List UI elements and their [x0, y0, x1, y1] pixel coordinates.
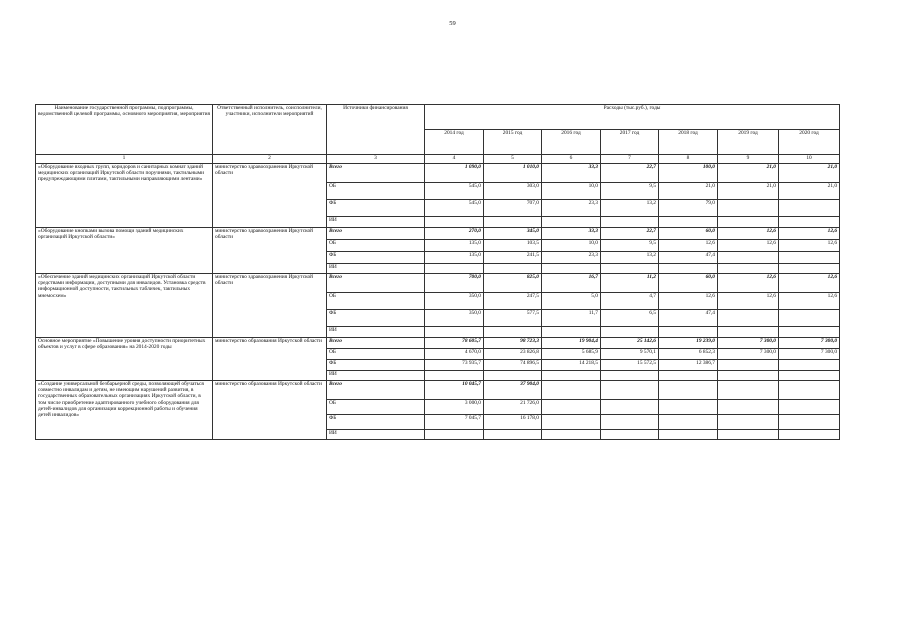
expense-value-cell: [601, 415, 659, 430]
expense-value-cell: [718, 264, 779, 274]
financing-table: [35, 104, 840, 440]
expense-value-cell: 345,0: [484, 228, 542, 240]
expense-value-cell: [659, 430, 718, 440]
expense-value-cell: [542, 327, 601, 338]
expense-value-cell: 10 045,7: [425, 381, 484, 400]
table-row: [36, 338, 840, 349]
expense-value-cell: 60,0: [659, 228, 718, 240]
column-number: 8: [659, 155, 718, 164]
program-name-cell: «Обеспечение зданий медицинских организаций Иркутской области средствами информации, доступными для инвалидов. Установка средств информационной доступности, тактильных табличек, тактильных мнемосхем»: [36, 274, 213, 338]
expense-value-cell: 11,2: [601, 274, 659, 293]
expense-value-cell: 22,7: [601, 164, 659, 183]
expense-value-cell: 7 300,0: [718, 349, 779, 360]
header-executor: Ответственный исполнитель, соисполнители, участники, исполнители мероприятий: [213, 105, 327, 155]
column-number: 5: [484, 155, 542, 164]
expense-value-cell: 9,5: [601, 240, 659, 252]
funding-source-cell: ФБ: [327, 415, 425, 430]
expense-value-cell: [659, 415, 718, 430]
expense-value-cell: 25 142,6: [601, 338, 659, 349]
expense-value-cell: 7 300,0: [779, 338, 840, 349]
header-source: Источники финансирования: [327, 105, 425, 155]
expense-value-cell: [542, 371, 601, 381]
expense-value-cell: [601, 217, 659, 228]
expense-value-cell: 7 045,7: [425, 415, 484, 430]
expense-value-cell: [425, 327, 484, 338]
expense-value-cell: 21,0: [718, 183, 779, 200]
expense-value-cell: 241,5: [484, 252, 542, 264]
expense-value-cell: 1 090,0: [425, 164, 484, 183]
expense-value-cell: 47,4: [659, 252, 718, 264]
expense-value-cell: [542, 415, 601, 430]
funding-source-cell: ОБ: [327, 349, 425, 360]
expense-value-cell: 577,5: [484, 310, 542, 327]
expense-value-cell: 270,0: [425, 228, 484, 240]
column-number: 3: [327, 155, 425, 164]
program-name-cell: «Оборудование входных групп, коридоров и санитарных комнат зданий медицинских организаций Иркутской области поручнями, тактильными предупреждающими плитами, тактильными направляющими лентами»: [36, 164, 213, 228]
expense-value-cell: [659, 327, 718, 338]
executor-cell: министерство здравоохранения Иркутской области: [213, 274, 327, 338]
expense-value-cell: 135,0: [425, 240, 484, 252]
expense-value-cell: 12,6: [779, 293, 840, 310]
header-program-name: Наименование государственной программы, подпрограммы, ведомственной целевой программы, основного мероприятия, мероприятия: [36, 105, 213, 155]
expense-value-cell: 33,3: [542, 164, 601, 183]
expense-value-cell: [779, 217, 840, 228]
expense-value-cell: 3 000,0: [425, 400, 484, 415]
expense-value-cell: [718, 327, 779, 338]
expense-value-cell: [659, 371, 718, 381]
expense-value-cell: 7 300,0: [718, 338, 779, 349]
expense-value-cell: 7 300,0: [779, 349, 840, 360]
expense-value-cell: 6,5: [601, 310, 659, 327]
expense-value-cell: 74 896,5: [484, 360, 542, 371]
expense-value-cell: 12,6: [718, 274, 779, 293]
expense-value-cell: [484, 217, 542, 228]
funding-source-cell: Всего: [327, 338, 425, 349]
header-year: 2017 год: [601, 130, 659, 155]
expense-value-cell: 13,2: [601, 252, 659, 264]
table-row: [36, 274, 840, 293]
expense-value-cell: [659, 400, 718, 415]
header-expenses: Расходы (тыс.руб.), годы: [425, 105, 840, 130]
funding-source-cell: ИИ: [327, 327, 425, 338]
expense-value-cell: 73 935,7: [425, 360, 484, 371]
expense-value-cell: 4 670,0: [425, 349, 484, 360]
expense-value-cell: 12,6: [779, 274, 840, 293]
table-row: [36, 164, 840, 183]
expense-value-cell: 12,6: [659, 240, 718, 252]
expense-value-cell: 15 572,5: [601, 360, 659, 371]
expense-value-cell: 12,6: [779, 240, 840, 252]
expense-value-cell: 10,0: [542, 240, 601, 252]
expense-value-cell: [718, 252, 779, 264]
executor-cell: министерство здравоохранения Иркутской области: [213, 228, 327, 274]
expense-value-cell: 16,7: [542, 274, 601, 293]
column-number: 7: [601, 155, 659, 164]
header-year: 2016 год: [542, 130, 601, 155]
funding-source-cell: Всего: [327, 164, 425, 183]
funding-source-cell: ОБ: [327, 183, 425, 200]
expense-value-cell: 103,5: [484, 240, 542, 252]
expense-value-cell: 11,7: [542, 310, 601, 327]
expense-value-cell: [601, 371, 659, 381]
expense-value-cell: 23,3: [542, 252, 601, 264]
expense-value-cell: [484, 327, 542, 338]
expense-value-cell: 545,0: [425, 183, 484, 200]
expense-value-cell: [659, 381, 718, 400]
expense-value-cell: 707,0: [484, 200, 542, 217]
header-year: 2015 год: [484, 130, 542, 155]
expense-value-cell: 21 726,0: [484, 400, 542, 415]
expense-value-cell: [779, 200, 840, 217]
column-number: 10: [779, 155, 840, 164]
expense-value-cell: [601, 430, 659, 440]
expense-value-cell: 700,0: [425, 274, 484, 293]
expense-value-cell: 98 723,3: [484, 338, 542, 349]
expense-value-cell: [779, 264, 840, 274]
header-year: 2014 год: [425, 130, 484, 155]
executor-cell: министерство здравоохранения Иркутской области: [213, 164, 327, 228]
expense-value-cell: [542, 264, 601, 274]
funding-source-cell: Всего: [327, 228, 425, 240]
table-row: [36, 228, 840, 240]
expense-value-cell: [718, 430, 779, 440]
expense-value-cell: 12,6: [659, 293, 718, 310]
expense-value-cell: 350,0: [425, 293, 484, 310]
expense-value-cell: [779, 381, 840, 400]
expense-value-cell: [718, 310, 779, 327]
funding-source-cell: ОБ: [327, 293, 425, 310]
column-number: 2: [213, 155, 327, 164]
expense-value-cell: 79,0: [659, 200, 718, 217]
expense-value-cell: [779, 400, 840, 415]
funding-source-cell: Всего: [327, 274, 425, 293]
expense-value-cell: [542, 430, 601, 440]
expense-value-cell: [601, 381, 659, 400]
expense-value-cell: [425, 264, 484, 274]
expense-value-cell: 21,0: [718, 164, 779, 183]
column-number: 9: [718, 155, 779, 164]
funding-source-cell: ИИ: [327, 264, 425, 274]
expense-value-cell: [601, 400, 659, 415]
expense-value-cell: 37 904,0: [484, 381, 542, 400]
expense-value-cell: 247,5: [484, 293, 542, 310]
expense-value-cell: 5 685,9: [542, 349, 601, 360]
expense-value-cell: 12,6: [718, 240, 779, 252]
expense-value-cell: [779, 252, 840, 264]
expense-value-cell: 16 178,0: [484, 415, 542, 430]
header-year: 2018 год: [659, 130, 718, 155]
expense-value-cell: [425, 217, 484, 228]
expense-value-cell: 14 218,5: [542, 360, 601, 371]
expense-value-cell: [779, 327, 840, 338]
expense-value-cell: [659, 264, 718, 274]
expense-value-cell: 10,0: [542, 183, 601, 200]
column-number: 6: [542, 155, 601, 164]
expense-value-cell: [779, 371, 840, 381]
expense-value-cell: 135,0: [425, 252, 484, 264]
expense-value-cell: 12,6: [718, 228, 779, 240]
executor-cell: министерство образования Иркутской области: [213, 338, 327, 381]
expense-value-cell: [425, 371, 484, 381]
column-number: 1: [36, 155, 213, 164]
funding-source-cell: ФБ: [327, 360, 425, 371]
expense-value-cell: 21,0: [779, 164, 840, 183]
funding-source-cell: ИИ: [327, 217, 425, 228]
expense-value-cell: [718, 400, 779, 415]
funding-source-cell: ИИ: [327, 371, 425, 381]
expense-value-cell: 303,0: [484, 183, 542, 200]
expense-value-cell: [718, 415, 779, 430]
expense-value-cell: 21,0: [779, 183, 840, 200]
expense-value-cell: 47,4: [659, 310, 718, 327]
table-row: [36, 381, 840, 400]
expense-value-cell: [542, 400, 601, 415]
header-year: 2019 год: [718, 130, 779, 155]
expense-value-cell: [659, 217, 718, 228]
funding-source-cell: ОБ: [327, 240, 425, 252]
expense-value-cell: 4,7: [601, 293, 659, 310]
expense-value-cell: 9,5: [601, 183, 659, 200]
header-year: 2020 год: [779, 130, 840, 155]
expense-value-cell: 60,0: [659, 274, 718, 293]
expense-value-cell: 21,0: [659, 183, 718, 200]
program-name-cell: «Оборудование кнопками вызова помощи зданий медицинских организаций Иркутской области»: [36, 228, 213, 274]
expense-value-cell: [718, 381, 779, 400]
column-number: 4: [425, 155, 484, 164]
expense-value-cell: 545,0: [425, 200, 484, 217]
expense-value-cell: [601, 327, 659, 338]
expense-value-cell: [425, 430, 484, 440]
expense-value-cell: 22,7: [601, 228, 659, 240]
expense-value-cell: [542, 217, 601, 228]
expense-value-cell: [779, 415, 840, 430]
expense-value-cell: 12,6: [779, 228, 840, 240]
funding-source-cell: Всего: [327, 381, 425, 400]
expense-value-cell: [779, 430, 840, 440]
expense-value-cell: 100,0: [659, 164, 718, 183]
expense-value-cell: [542, 381, 601, 400]
expense-value-cell: [484, 430, 542, 440]
expense-value-cell: 23,3: [542, 200, 601, 217]
funding-source-cell: ФБ: [327, 252, 425, 264]
expense-value-cell: 350,0: [425, 310, 484, 327]
expense-value-cell: 19 239,0: [659, 338, 718, 349]
expense-value-cell: 5,0: [542, 293, 601, 310]
executor-cell: министерство образования Иркутской области: [213, 381, 327, 440]
funding-source-cell: ИИ: [327, 430, 425, 440]
expense-value-cell: 13,2: [601, 200, 659, 217]
page-number: 59: [449, 20, 456, 27]
expense-value-cell: [484, 264, 542, 274]
program-name-cell: Основное мероприятие «Повышение уровня доступности приоритетных объектов и услуг в сфере образования» на 2014-2020 годы: [36, 338, 213, 381]
expense-value-cell: 6 852,3: [659, 349, 718, 360]
expense-value-cell: [779, 360, 840, 371]
expense-value-cell: 19 904,4: [542, 338, 601, 349]
expense-value-cell: 78 605,7: [425, 338, 484, 349]
expense-value-cell: [718, 360, 779, 371]
expense-value-cell: [718, 200, 779, 217]
expense-value-cell: 23 826,8: [484, 349, 542, 360]
funding-source-cell: ОБ: [327, 400, 425, 415]
funding-source-cell: ФБ: [327, 310, 425, 327]
expense-value-cell: 33,3: [542, 228, 601, 240]
expense-value-cell: [718, 217, 779, 228]
expense-value-cell: [484, 371, 542, 381]
expense-value-cell: [718, 371, 779, 381]
expense-value-cell: [779, 310, 840, 327]
expense-value-cell: 1 010,0: [484, 164, 542, 183]
expense-value-cell: 825,0: [484, 274, 542, 293]
expense-value-cell: 12,6: [718, 293, 779, 310]
program-name-cell: «Создание универсальной безбарьерной среды, позволяющей обучаться совместно инвалидам и детям, не имеющим нарушений развития, в государственных образовательных организациях Иркутской области, в том числе приобретение адаптированного учебного оборудования для детей-инвалидов для организации коррекционной работы и обучения детей инвалидов»: [36, 381, 213, 440]
expense-value-cell: [601, 264, 659, 274]
expense-value-cell: 12 386,7: [659, 360, 718, 371]
funding-source-cell: ФБ: [327, 200, 425, 217]
expense-value-cell: 9 570,1: [601, 349, 659, 360]
table-body: [36, 164, 840, 440]
